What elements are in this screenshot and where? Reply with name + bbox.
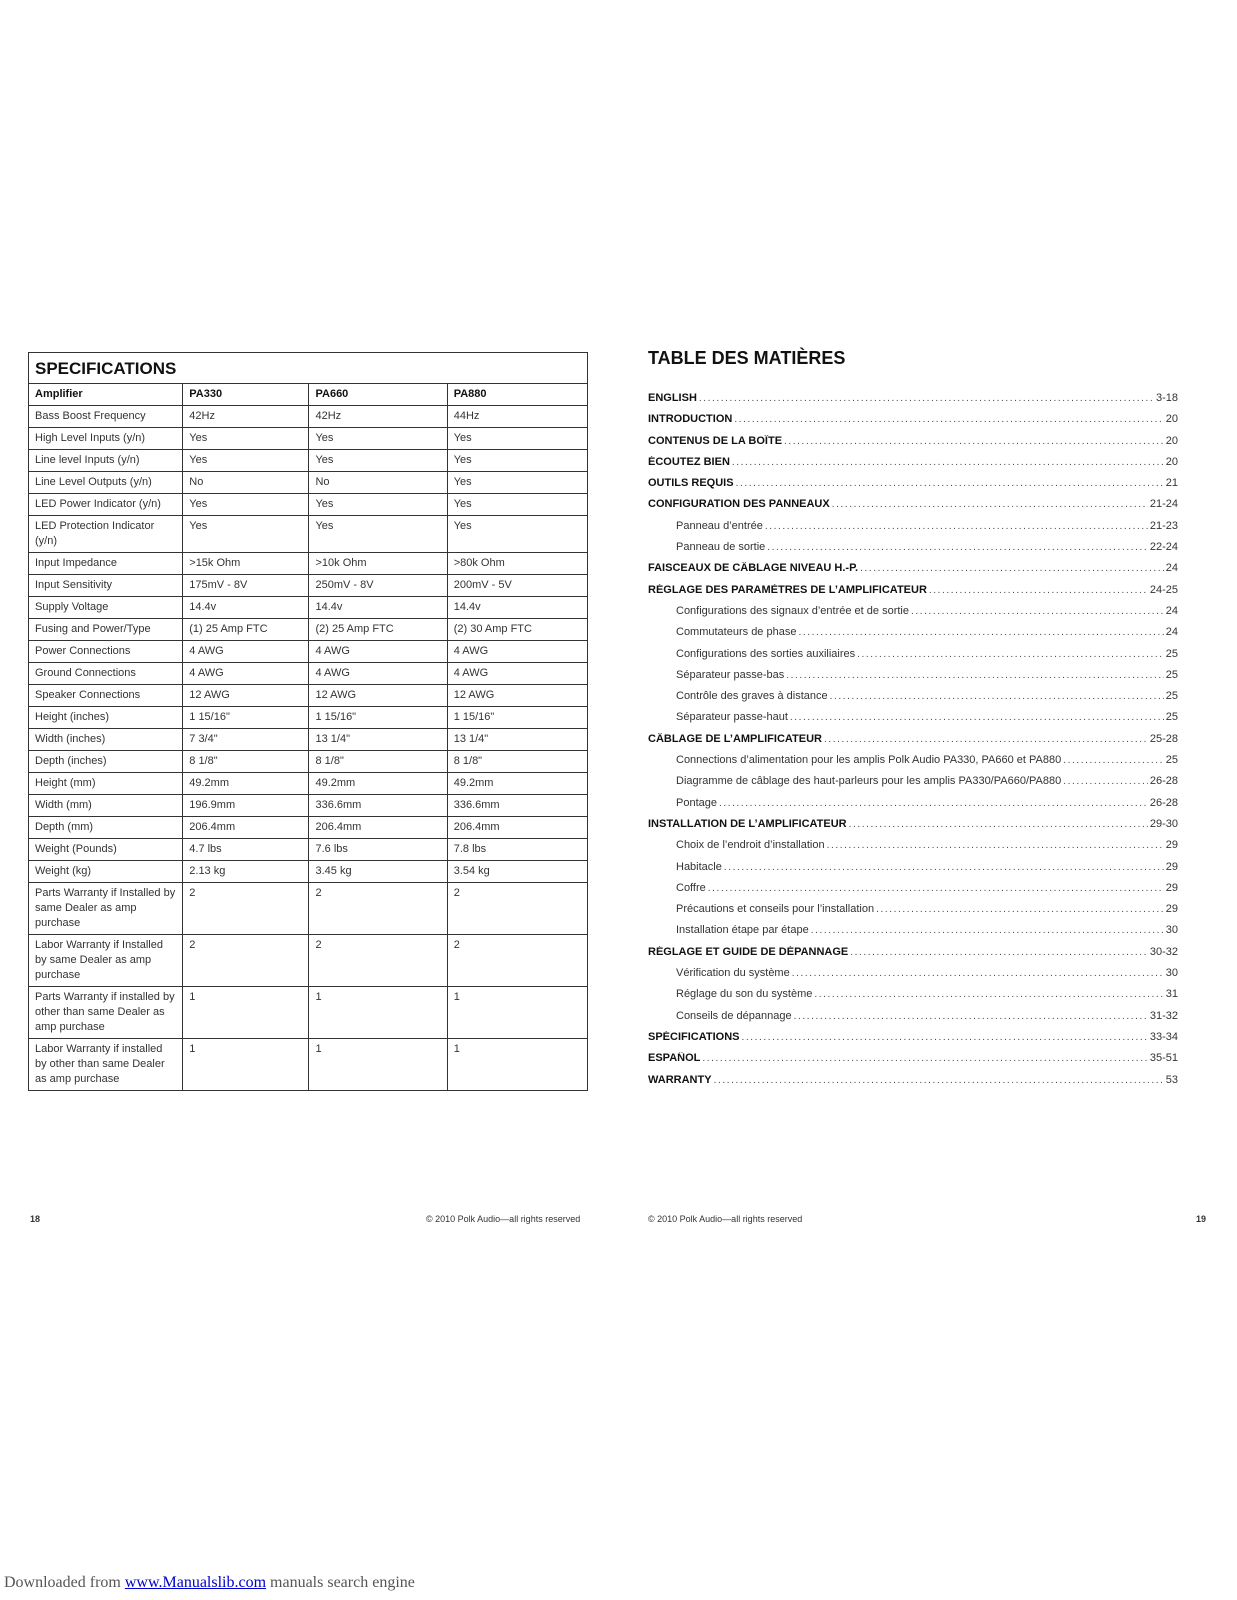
spec-value-cell: 49.2mm xyxy=(309,773,447,795)
toc-entry xyxy=(648,413,1178,434)
toc-entry-label: Séparateur passe-haut xyxy=(676,711,788,724)
specifications-title: SPECIFICATIONS xyxy=(29,353,588,384)
toc-entry-page: 20 xyxy=(1165,455,1178,468)
spec-value-cell: 8 1/8" xyxy=(183,751,309,773)
specifications-title-row xyxy=(29,353,588,384)
table-row xyxy=(29,935,588,987)
spec-value-cell: 44Hz xyxy=(447,406,587,428)
specifications-section xyxy=(28,352,588,1091)
spec-value-cell: 4 AWG xyxy=(183,663,309,685)
toc-leader-dots xyxy=(876,904,1164,915)
toc-leader-dots xyxy=(719,798,1148,809)
spec-value-cell: Yes xyxy=(447,428,587,450)
spec-value-cell: 336.6mm xyxy=(447,795,587,817)
toc-entry xyxy=(648,818,1178,839)
spec-value-cell: 2.13 kg xyxy=(183,861,309,883)
spec-value-cell: 42Hz xyxy=(183,406,309,428)
spec-label-cell: Parts Warranty if installed by other than same Dealer as amp purchase xyxy=(29,987,183,1039)
toc-entry-label: Contrôle des graves à distance xyxy=(676,690,828,703)
spec-label-cell: Depth (inches) xyxy=(29,751,183,773)
toc-leader-dots xyxy=(699,393,1154,404)
download-banner xyxy=(4,1574,415,1592)
spec-label-cell: Supply Voltage xyxy=(29,597,183,619)
toc-leader-dots xyxy=(850,947,1148,958)
table-row xyxy=(29,553,588,575)
spec-label-cell: Input Impedance xyxy=(29,553,183,575)
spec-value-cell: 2 xyxy=(183,935,309,987)
spec-label-cell: Line level Inputs (y/n) xyxy=(29,450,183,472)
spec-value-cell: 336.6mm xyxy=(309,795,447,817)
table-row xyxy=(29,472,588,494)
toc-leader-dots xyxy=(794,1011,1148,1022)
toc-entry-page: 26-28 xyxy=(1149,796,1178,809)
spec-label-cell: Weight (kg) xyxy=(29,861,183,883)
spec-value-cell: (2) 30 Amp FTC xyxy=(447,619,587,641)
table-row xyxy=(29,597,588,619)
spec-value-cell: 7.8 lbs xyxy=(447,839,587,861)
spec-label-cell: Power Connections xyxy=(29,641,183,663)
spec-value-cell: 4 AWG xyxy=(183,641,309,663)
toc-entry-label: Précautions et conseils pour l’installation xyxy=(676,903,875,916)
toc-entry-page: 29 xyxy=(1165,881,1178,894)
spec-value-cell: 175mV - 8V xyxy=(183,575,309,597)
toc-entry-page: 20 xyxy=(1165,413,1178,426)
spec-label-cell: Ground Connections xyxy=(29,663,183,685)
toc-leader-dots xyxy=(1063,776,1148,787)
spec-value-cell: 13 1/4" xyxy=(447,729,587,751)
toc-entry xyxy=(648,967,1178,988)
toc-entry xyxy=(648,754,1178,775)
spec-value-cell: 8 1/8" xyxy=(309,751,447,773)
toc-entry-label: Installation étape par étape xyxy=(676,924,809,937)
toc-leader-dots xyxy=(734,414,1163,425)
spec-value-cell: 196.9mm xyxy=(183,795,309,817)
toc-entry xyxy=(648,988,1178,1009)
toc-entry xyxy=(648,903,1178,924)
toc-entry xyxy=(648,861,1178,882)
toc-entry-label: INSTALLATION DE L’AMPLIFICATEUR xyxy=(648,817,847,830)
toc-entry xyxy=(648,498,1178,519)
spec-value-cell: 42Hz xyxy=(309,406,447,428)
spec-value-cell: Yes xyxy=(309,494,447,516)
spec-label-cell: Parts Warranty if Installed by same Dealer as amp purchase xyxy=(29,883,183,935)
toc-entry-label: ÉCOUTEZ BIEN xyxy=(648,455,730,468)
toc-entry-label: Panneau de sortie xyxy=(676,541,766,554)
spec-label-cell: Speaker Connections xyxy=(29,685,183,707)
spec-label-cell: LED Power Indicator (y/n) xyxy=(29,494,183,516)
spec-label-cell: Labor Warranty if installed by other than same Dealer as amp purchase xyxy=(29,1039,183,1091)
toc-entry xyxy=(648,392,1178,413)
table-row xyxy=(29,729,588,751)
toc-leader-dots xyxy=(784,436,1164,447)
toc-entry xyxy=(648,562,1178,583)
toc-entry xyxy=(648,456,1178,477)
toc-entry-page: 25 xyxy=(1165,711,1178,724)
toc-entry-page: 29 xyxy=(1165,903,1178,916)
right-page-number: 19 xyxy=(1196,1214,1207,1224)
toc-leader-dots xyxy=(790,712,1164,723)
spec-value-cell: No xyxy=(309,472,447,494)
toc-entry-page: 20 xyxy=(1165,434,1178,447)
toc-entry-label: Séparateur passe-bas xyxy=(676,668,785,681)
toc-leader-dots xyxy=(765,521,1148,532)
spec-value-cell: 4 AWG xyxy=(309,663,447,685)
spec-label-cell: Weight (Pounds) xyxy=(29,839,183,861)
toc-leader-dots xyxy=(798,627,1163,638)
spec-value-cell: 206.4mm xyxy=(183,817,309,839)
toc-entry-label: Configurations des signaux d’entrée et de sortie xyxy=(676,604,909,617)
toc-entry-label: Configurations des sorties auxiliaires xyxy=(676,647,856,660)
toc-leader-dots xyxy=(702,1053,1148,1064)
specifications-table xyxy=(28,352,588,1091)
toc-entry xyxy=(648,1031,1178,1052)
toc-entry xyxy=(648,882,1178,903)
spec-value-cell: Yes xyxy=(309,428,447,450)
toc-leader-dots xyxy=(767,542,1148,553)
toc-entry xyxy=(648,839,1178,860)
toc-list xyxy=(648,392,1178,1095)
spec-label-cell: LED Protection Indicator (y/n) xyxy=(29,516,183,553)
header-pa880: PA880 xyxy=(447,384,587,406)
toc-entry xyxy=(648,946,1178,967)
toc-entry-page: 30 xyxy=(1165,967,1178,980)
toc-entry-label: Vérification du système xyxy=(676,967,790,980)
spec-value-cell: 7 3/4" xyxy=(183,729,309,751)
toc-leader-dots xyxy=(786,670,1164,681)
toc-leader-dots xyxy=(741,1032,1147,1043)
toc-entry xyxy=(648,648,1178,669)
toc-entry-page: 22-24 xyxy=(1149,541,1178,554)
toc-entry xyxy=(648,733,1178,754)
spec-label-cell: Height (mm) xyxy=(29,773,183,795)
left-page-number: 18 xyxy=(30,1214,41,1224)
table-row xyxy=(29,516,588,553)
toc-entry xyxy=(648,1010,1178,1031)
toc-entry-label: Choix de l’endroit d’installation xyxy=(676,839,825,852)
toc-entry xyxy=(648,584,1178,605)
toc-entry-label: INTRODUCTION xyxy=(648,413,733,426)
toc-leader-dots xyxy=(911,606,1164,617)
spec-value-cell: 2 xyxy=(183,883,309,935)
spec-value-cell: 13 1/4" xyxy=(309,729,447,751)
toc-entry-label: RÉGLAGE DES PARAMÈTRES DE L’AMPLIFICATEUR xyxy=(648,583,927,596)
spec-label-cell: Height (inches) xyxy=(29,707,183,729)
spec-label-cell: Line Level Outputs (y/n) xyxy=(29,472,183,494)
table-row xyxy=(29,861,588,883)
toc-entry xyxy=(648,924,1178,945)
spec-value-cell: 1 xyxy=(447,987,587,1039)
manualslib-link[interactable]: www.Manualslib.com xyxy=(124,1574,267,1591)
toc-entry xyxy=(648,477,1178,498)
toc-entry-page: 53 xyxy=(1165,1073,1178,1086)
spec-value-cell: 49.2mm xyxy=(447,773,587,795)
spec-label-cell: Labor Warranty if Installed by same Dealer as amp purchase xyxy=(29,935,183,987)
toc-entry-page: 21-24 xyxy=(1149,498,1178,511)
spec-value-cell: 1 15/16" xyxy=(183,707,309,729)
table-row xyxy=(29,1039,588,1091)
spec-value-cell: 8 1/8" xyxy=(447,751,587,773)
toc-entry xyxy=(648,711,1178,732)
toc-entry-page: 3-18 xyxy=(1155,392,1178,404)
table-row xyxy=(29,575,588,597)
toc-entry-page: 33-34 xyxy=(1149,1030,1178,1043)
spec-value-cell: 49.2mm xyxy=(183,773,309,795)
spec-value-cell: 1 15/16" xyxy=(447,707,587,729)
toc-entry-page: 21 xyxy=(1165,477,1178,490)
toc-entry-page: 24 xyxy=(1165,604,1178,617)
toc-entry-page: 25 xyxy=(1165,668,1178,681)
table-row xyxy=(29,987,588,1039)
spec-label-cell: Bass Boost Frequency xyxy=(29,406,183,428)
toc-leader-dots xyxy=(832,499,1148,510)
spec-value-cell: 2 xyxy=(309,883,447,935)
toc-entry-page: 25 xyxy=(1165,647,1178,660)
toc-entry-label: Pontage xyxy=(676,796,717,809)
spec-label-cell: Fusing and Power/Type xyxy=(29,619,183,641)
table-row xyxy=(29,795,588,817)
spec-value-cell: 12 AWG xyxy=(309,685,447,707)
spec-value-cell: 1 xyxy=(183,1039,309,1091)
spec-label-cell: Depth (mm) xyxy=(29,817,183,839)
spec-value-cell: 14.4v xyxy=(309,597,447,619)
spec-value-cell: >80k Ohm xyxy=(447,553,587,575)
spec-value-cell: Yes xyxy=(309,516,447,553)
toc-entry xyxy=(648,626,1178,647)
spec-value-cell: >15k Ohm xyxy=(183,553,309,575)
spec-value-cell: 206.4mm xyxy=(309,817,447,839)
table-row xyxy=(29,641,588,663)
specifications-body xyxy=(29,406,588,1091)
toc-entry-label: WARRANTY xyxy=(648,1073,712,1086)
spec-value-cell: (1) 25 Amp FTC xyxy=(183,619,309,641)
toc-entry-page: 26-28 xyxy=(1149,775,1178,788)
toc-entry-page: 25 xyxy=(1165,690,1178,703)
left-copyright: © 2010 Polk Audio—all rights reserved xyxy=(426,1214,581,1224)
toc-entry-label: ESPAÑOL xyxy=(648,1052,701,1065)
spec-value-cell: 14.4v xyxy=(447,597,587,619)
toc-leader-dots xyxy=(849,819,1148,830)
spec-value-cell: Yes xyxy=(447,472,587,494)
toc-leader-dots xyxy=(811,925,1164,936)
table-row xyxy=(29,406,588,428)
spec-label-cell: High Level Inputs (y/n) xyxy=(29,428,183,450)
spec-value-cell: 4 AWG xyxy=(447,663,587,685)
toc-entry xyxy=(648,605,1178,626)
toc-entry-page: 21-23 xyxy=(1149,519,1178,532)
spec-value-cell: 12 AWG xyxy=(447,685,587,707)
toc-leader-dots xyxy=(929,585,1148,596)
toc-entry xyxy=(648,690,1178,711)
spec-value-cell: No xyxy=(183,472,309,494)
table-row xyxy=(29,428,588,450)
spec-value-cell: Yes xyxy=(447,516,587,553)
table-row xyxy=(29,751,588,773)
toc-leader-dots xyxy=(708,883,1164,894)
toc-leader-dots xyxy=(732,457,1164,468)
toc-entry-page: 31-32 xyxy=(1149,1009,1178,1022)
spec-value-cell: 12 AWG xyxy=(183,685,309,707)
toc-entry-label: CONFIGURATION DES PANNEAUX xyxy=(648,498,830,511)
right-copyright: © 2010 Polk Audio—all rights reserved xyxy=(648,1214,803,1224)
toc-entry-page: 29 xyxy=(1165,860,1178,873)
toc-leader-dots xyxy=(714,1075,1164,1086)
toc-leader-dots xyxy=(824,734,1148,745)
spec-value-cell: Yes xyxy=(183,428,309,450)
spec-value-cell: 200mV - 5V xyxy=(447,575,587,597)
header-pa330: PA330 xyxy=(183,384,309,406)
toc-entry-label: Habitacle xyxy=(676,860,722,873)
spec-label-cell: Width (inches) xyxy=(29,729,183,751)
spec-value-cell: 1 15/16" xyxy=(309,707,447,729)
download-suffix: manuals search engine xyxy=(270,1574,415,1591)
spec-value-cell: Yes xyxy=(183,494,309,516)
toc-entry-page: 24 xyxy=(1165,626,1178,639)
header-amplifier: Amplifier xyxy=(29,384,183,406)
toc-entry-label: CÂBLAGE DE L’AMPLIFICATEUR xyxy=(648,732,822,745)
table-row xyxy=(29,839,588,861)
toc-leader-dots xyxy=(724,862,1164,873)
toc-entry-label: CONTENUS DE LA BOÎTE xyxy=(648,434,783,447)
toc-leader-dots xyxy=(736,478,1164,489)
toc-entry-page: 29 xyxy=(1165,839,1178,852)
toc-leader-dots xyxy=(814,989,1163,1000)
table-row xyxy=(29,685,588,707)
spec-value-cell: 4.7 lbs xyxy=(183,839,309,861)
table-row xyxy=(29,494,588,516)
toc-entry-label: FAISCEAUX DE CÂBLAGE NIVEAU H.-P. xyxy=(648,562,859,575)
toc-entry-label: SPÉCIFICATIONS xyxy=(648,1030,740,1043)
toc-title: TABLE DES MATIÈRES xyxy=(648,348,846,368)
spec-value-cell: 1 xyxy=(183,987,309,1039)
toc-entry xyxy=(648,797,1178,818)
spec-value-cell: Yes xyxy=(183,450,309,472)
toc-leader-dots xyxy=(860,563,1164,574)
spec-value-cell: 7.6 lbs xyxy=(309,839,447,861)
spec-value-cell: 250mV - 8V xyxy=(309,575,447,597)
toc-entry-label: Réglage du son du système xyxy=(676,988,813,1001)
spec-value-cell: Yes xyxy=(309,450,447,472)
toc-entry-label: RÉGLAGE ET GUIDE DE DÉPANNAGE xyxy=(648,945,849,958)
toc-entry-label: Diagramme de câblage des haut-parleurs pour les amplis PA330/PA660/PA880 xyxy=(676,775,1062,788)
toc-entry-label: Commutateurs de phase xyxy=(676,626,797,639)
toc-entry xyxy=(648,669,1178,690)
toc-leader-dots xyxy=(1063,755,1164,766)
toc-leader-dots xyxy=(857,649,1164,660)
spec-value-cell: 1 xyxy=(447,1039,587,1091)
toc-leader-dots xyxy=(830,691,1164,702)
spec-value-cell: 206.4mm xyxy=(447,817,587,839)
toc-entry-page: 25 xyxy=(1165,754,1178,767)
spec-value-cell: >10k Ohm xyxy=(309,553,447,575)
toc-entry-page: 35-51 xyxy=(1149,1052,1178,1065)
spec-value-cell: Yes xyxy=(447,450,587,472)
spec-value-cell: 3.54 kg xyxy=(447,861,587,883)
table-of-contents xyxy=(648,348,1178,1095)
toc-entry xyxy=(648,1052,1178,1073)
download-prefix: Downloaded from xyxy=(4,1574,121,1591)
toc-entry-page: 25-28 xyxy=(1149,732,1178,745)
toc-entry-page: 30 xyxy=(1165,924,1178,937)
spec-value-cell: 4 AWG xyxy=(447,641,587,663)
toc-entry xyxy=(648,1074,1178,1095)
toc-entry-page: 29-30 xyxy=(1149,817,1178,830)
spec-value-cell: 2 xyxy=(447,883,587,935)
toc-entry-label: Panneau d’entrée xyxy=(676,519,763,532)
toc-entry-label: Conseils de dépannage xyxy=(676,1009,792,1022)
spec-label-cell: Input Sensitivity xyxy=(29,575,183,597)
specifications-header-row xyxy=(29,384,588,406)
spec-label-cell: Width (mm) xyxy=(29,795,183,817)
table-row xyxy=(29,707,588,729)
toc-entry xyxy=(648,541,1178,562)
spec-value-cell: 2 xyxy=(309,935,447,987)
toc-entry-page: 30-32 xyxy=(1149,945,1178,958)
header-pa660: PA660 xyxy=(309,384,447,406)
toc-leader-dots xyxy=(827,840,1164,851)
spec-value-cell: Yes xyxy=(447,494,587,516)
table-row xyxy=(29,773,588,795)
spec-value-cell: 3.45 kg xyxy=(309,861,447,883)
toc-entry-label: Coffre xyxy=(676,881,706,894)
spec-value-cell: 1 xyxy=(309,987,447,1039)
toc-entry-label: ENGLISH xyxy=(648,392,697,404)
toc-entry xyxy=(648,435,1178,456)
toc-entry-label: OUTILS REQUIS xyxy=(648,477,734,490)
table-row xyxy=(29,663,588,685)
spec-value-cell: (2) 25 Amp FTC xyxy=(309,619,447,641)
table-row xyxy=(29,450,588,472)
spec-value-cell: Yes xyxy=(183,516,309,553)
table-row xyxy=(29,817,588,839)
toc-leader-dots xyxy=(792,968,1164,979)
toc-entry-label: Connections d’alimentation pour les amplis Polk Audio PA330, PA660 et PA880 xyxy=(676,754,1062,767)
table-row xyxy=(29,883,588,935)
toc-entry-page: 31 xyxy=(1165,988,1178,1001)
toc-entry-page: 24 xyxy=(1165,562,1178,575)
spec-value-cell: 2 xyxy=(447,935,587,987)
toc-entry xyxy=(648,775,1178,796)
toc-entry-page: 24-25 xyxy=(1149,583,1178,596)
spec-value-cell: 14.4v xyxy=(183,597,309,619)
spec-value-cell: 4 AWG xyxy=(309,641,447,663)
toc-entry xyxy=(648,520,1178,541)
table-row xyxy=(29,619,588,641)
spec-value-cell: 1 xyxy=(309,1039,447,1091)
